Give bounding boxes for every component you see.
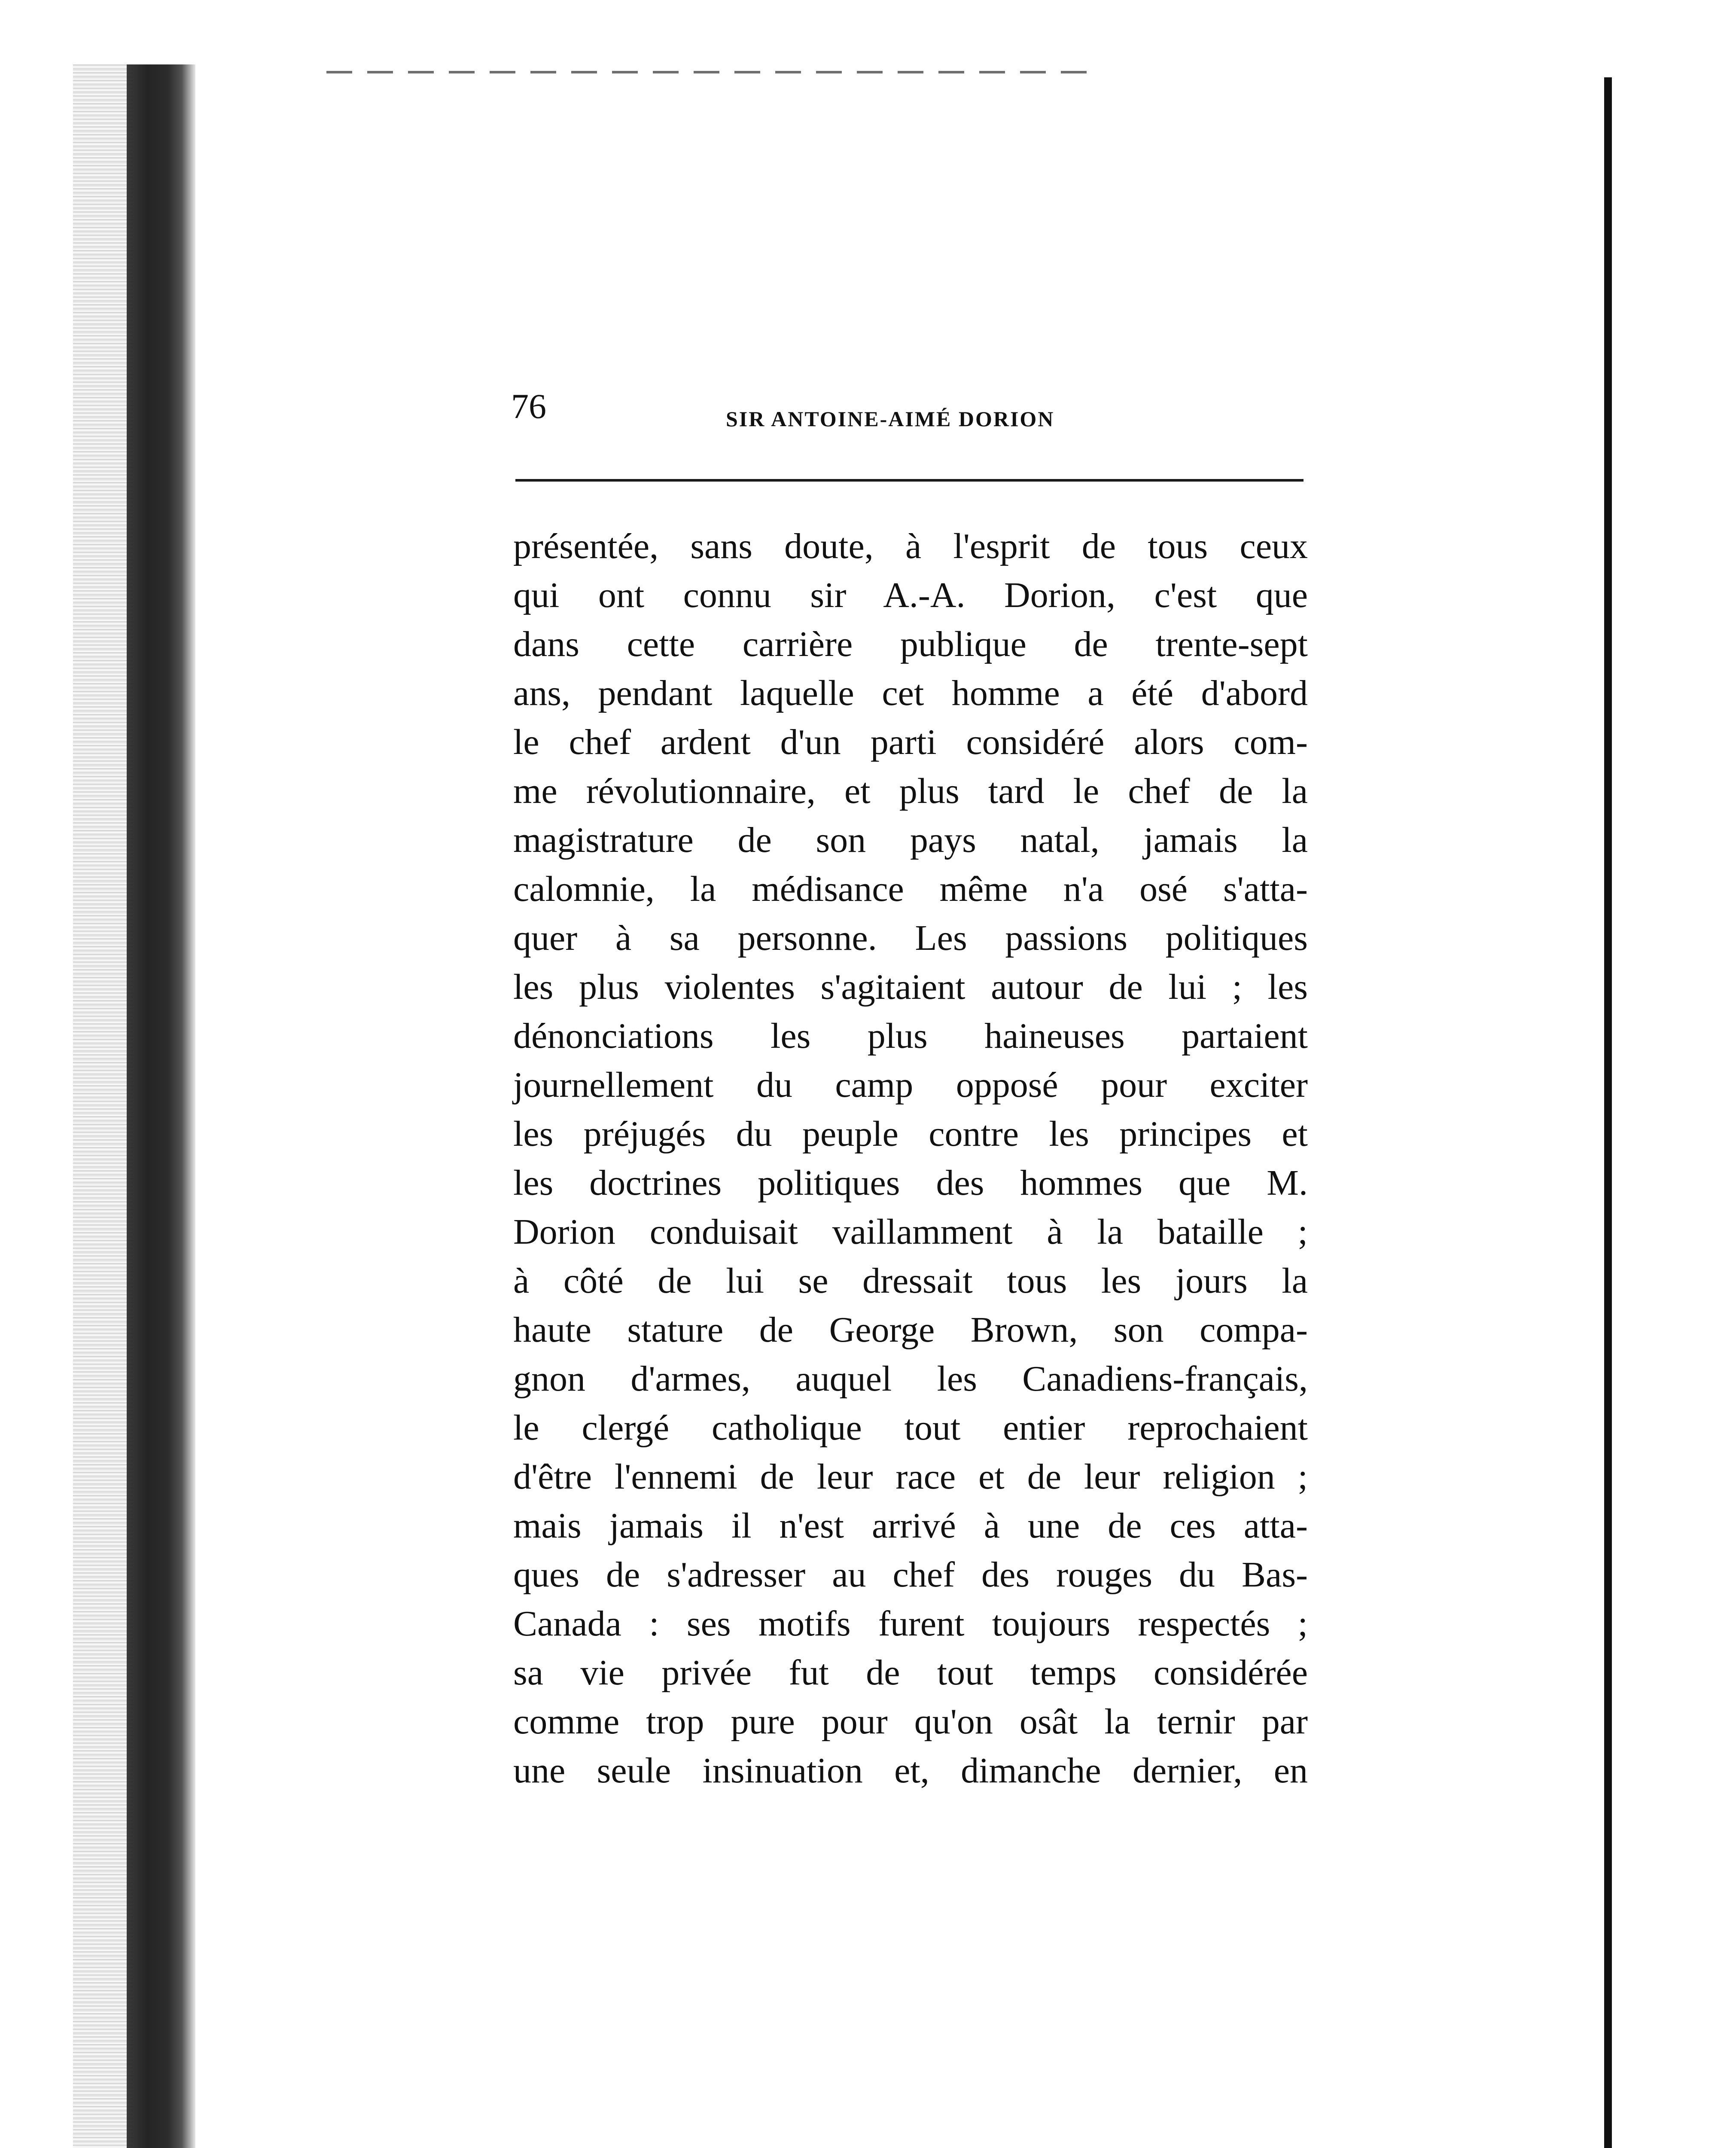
text-line: mais jamais il n'est arrivé à une de ces atta- [513, 1506, 1308, 1546]
text-line: magistrature de son pays natal, jamais la [513, 820, 1308, 860]
text-line: Canada : ses motifs furent toujours respectés ; [513, 1604, 1308, 1644]
scan-edge-right [1604, 77, 1612, 2148]
text-line: dénonciations les plus haineuses partaient [513, 1016, 1308, 1056]
text-line: Dorion conduisait vaillamment à la bataille ; [513, 1212, 1308, 1252]
text-line: le clergé catholique tout entier reprochaient [513, 1408, 1308, 1448]
body-text [513, 522, 1308, 1795]
text-line: quer à sa personne. Les passions politiques [513, 918, 1308, 958]
text-line: me révolutionnaire, et plus tard le chef de la [513, 771, 1308, 811]
text-line: calomnie, la médisance même n'a osé s'atta- [513, 869, 1308, 909]
text-line: ques de s'adresser au chef des rouges du Bas- [513, 1555, 1308, 1595]
text-line: à côté de lui se dressait tous les jours la [513, 1261, 1308, 1301]
page-number: 76 [511, 387, 546, 426]
text-line: les doctrines politiques des hommes que M. [513, 1163, 1308, 1203]
text-line: ans, pendant laquelle cet homme a été d'abord [513, 673, 1308, 713]
text-line: haute stature de George Brown, son compa- [513, 1310, 1308, 1350]
scan-speckle-left [73, 64, 133, 2148]
text-line: une seule insinuation et, dimanche dernier, en [513, 1751, 1308, 1791]
scan-edge-left [127, 64, 195, 2148]
text-line: gnon d'armes, auquel les Canadiens-français, [513, 1359, 1308, 1399]
text-line: le chef ardent d'un parti considéré alors com- [513, 722, 1308, 762]
text-line: les plus violentes s'agitaient autour de lui ; les [513, 967, 1308, 1007]
header-rule [515, 479, 1304, 482]
text-line: dans cette carrière publique de trente-sept [513, 624, 1308, 664]
scan-top-line [326, 71, 1091, 73]
text-line: d'être l'ennemi de leur race et de leur religion ; [513, 1457, 1308, 1497]
text-line: journellement du camp opposé pour exciter [513, 1065, 1308, 1105]
text-line: présentée, sans doute, à l'esprit de tous ceux [513, 526, 1308, 566]
text-line: sa vie privée fut de tout temps considérée [513, 1653, 1308, 1693]
running-head: SIR ANTOINE-AIMÉ DORION [726, 407, 1055, 431]
text-line: les préjugés du peuple contre les principes et [513, 1114, 1308, 1154]
text-line: comme trop pure pour qu'on osât la ternir par [513, 1702, 1308, 1742]
text-line: qui ont connu sir A.-A. Dorion, c'est que [513, 575, 1308, 615]
